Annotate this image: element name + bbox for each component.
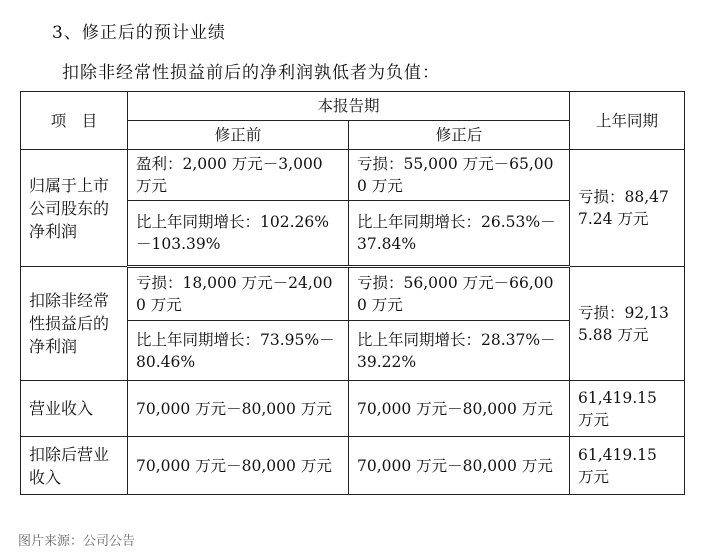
cell-before: 亏损：18,000 万元－24,000 万元: [128, 267, 349, 321]
cell-last-year: 亏损：92,135.88 万元: [570, 267, 685, 381]
header-period: 本报告期: [128, 92, 570, 121]
row-label: 扣除非经常性损益后的净利润: [21, 267, 128, 381]
cell-before: 盈利：2,000 万元－3,000 万元: [128, 150, 349, 201]
row-label: 营业收入: [21, 381, 128, 437]
cell-before: 70,000 万元－80,000 万元: [128, 437, 349, 495]
forecast-table: [20, 91, 685, 495]
table-row: [21, 267, 685, 321]
cell-last-year: 61,419.15 万元: [570, 437, 685, 495]
cell-after: 70,000 万元－80,000 万元: [349, 381, 570, 437]
section-subheading: 扣除非经常性损益前后的净利润孰低者为负值：: [62, 63, 440, 83]
cell-last-year: 亏损：88,477.24 万元: [570, 150, 685, 267]
table-row: [21, 150, 685, 201]
cell-before-growth: 比上年同期增长：102.26%－103.39%: [128, 201, 349, 267]
cell-before: 70,000 万元－80,000 万元: [128, 381, 349, 437]
cell-after-growth: 比上年同期增长：28.37%－39.22%: [349, 321, 570, 381]
header-before: 修正前: [128, 121, 349, 150]
cell-last-year: 61,419.15 万元: [570, 381, 685, 437]
cell-before-growth: 比上年同期增长：73.95%－80.46%: [128, 321, 349, 381]
header-last-year: 上年同期: [570, 92, 685, 150]
cell-after: 亏损：56,000 万元－66,000 万元: [349, 267, 570, 321]
cell-after: 70,000 万元－80,000 万元: [349, 437, 570, 495]
table-row: [21, 437, 685, 495]
section-heading: 3、修正后的预计业绩: [52, 23, 226, 43]
cell-after-growth: 比上年同期增长：26.53%－37.84%: [349, 201, 570, 267]
header-item: 项 目: [21, 92, 128, 150]
header-row-1: [21, 92, 685, 121]
image-source-caption: 图片来源：公司公告: [18, 534, 136, 549]
cell-after: 亏损：55,000 万元－65,000 万元: [349, 150, 570, 201]
table-row: [21, 381, 685, 437]
row-label: 归属于上市公司股东的净利润: [21, 150, 128, 267]
header-after: 修正后: [349, 121, 570, 150]
row-label: 扣除后营业收入: [21, 437, 128, 495]
